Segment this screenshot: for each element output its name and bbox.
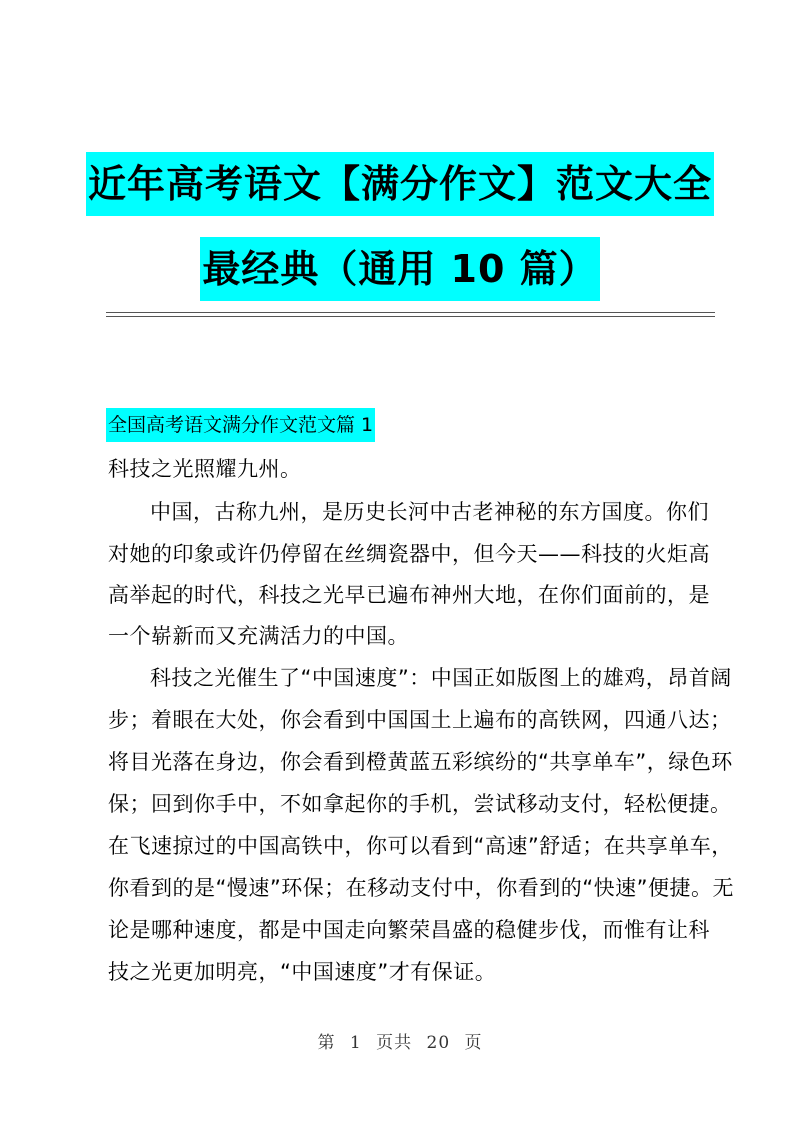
paragraph-line: 中国，古称九州，是历史长河中古老神秘的东方国度。你们 (150, 500, 709, 524)
footer-total-pages: 20 (426, 1033, 451, 1053)
paragraph-line: 步；着眼在大处，你会看到中国国土上遍布的高铁网，四通八达； (108, 708, 732, 732)
document-title-line-1 (0, 152, 800, 216)
paragraph-line: 在飞速掠过的中国高铁中，你可以看到“高速”舒适；在共享单车， (108, 834, 733, 858)
footer-page-number: 1 (349, 1033, 362, 1053)
title-divider-top (106, 312, 715, 313)
paragraph-line: 技之光更加明亮，“中国速度”才有保证。 (108, 960, 497, 984)
section-heading (106, 408, 375, 442)
paragraph-line: 科技之光催生了“中国速度”：中国正如版图上的雄鸡，昂首阔 (150, 666, 732, 690)
paragraph-line: 你看到的是“慢速”环保；在移动支付中，你看到的“快速”便捷。无 (108, 876, 735, 900)
title-text-1: 近年高考语文【满分作文】范文大全 (86, 152, 714, 216)
section-heading-text: 全国高考语文满分作文范文篇 1 (106, 408, 375, 442)
paragraph-line: 一个崭新而又充满活力的中国。 (108, 624, 409, 648)
footer-page-suffix: 页 (464, 1033, 483, 1053)
document-title-line-2 (0, 237, 800, 301)
paragraph-line: 高举起的时代，科技之光早已遍布神州大地，在你们面前的，是 (108, 583, 710, 607)
title-divider-bottom (106, 316, 715, 317)
paragraph-line: 论是哪种速度，都是中国走向繁荣昌盛的稳健步伐，而惟有让科 (108, 918, 710, 942)
paragraph-line: 对她的印象或许仍停留在丝绸瓷器中，但今天——科技的火炬高 (108, 542, 710, 566)
paragraph-line: 将目光落在身边，你会看到橙黄蓝五彩缤纷的“共享单车”，绿色环 (108, 750, 733, 774)
footer-page-word: 第 (317, 1033, 336, 1053)
page-footer (0, 1028, 800, 1053)
paragraph-line: 保；回到你手中，不如拿起你的手机，尝试移动支付，轻松便捷。 (108, 792, 732, 816)
essay-subtitle: 科技之光照耀九州。 (108, 457, 302, 481)
footer-page-of: 页共 (376, 1033, 413, 1053)
title-text-2: 最经典（通用 10 篇） (200, 237, 599, 301)
